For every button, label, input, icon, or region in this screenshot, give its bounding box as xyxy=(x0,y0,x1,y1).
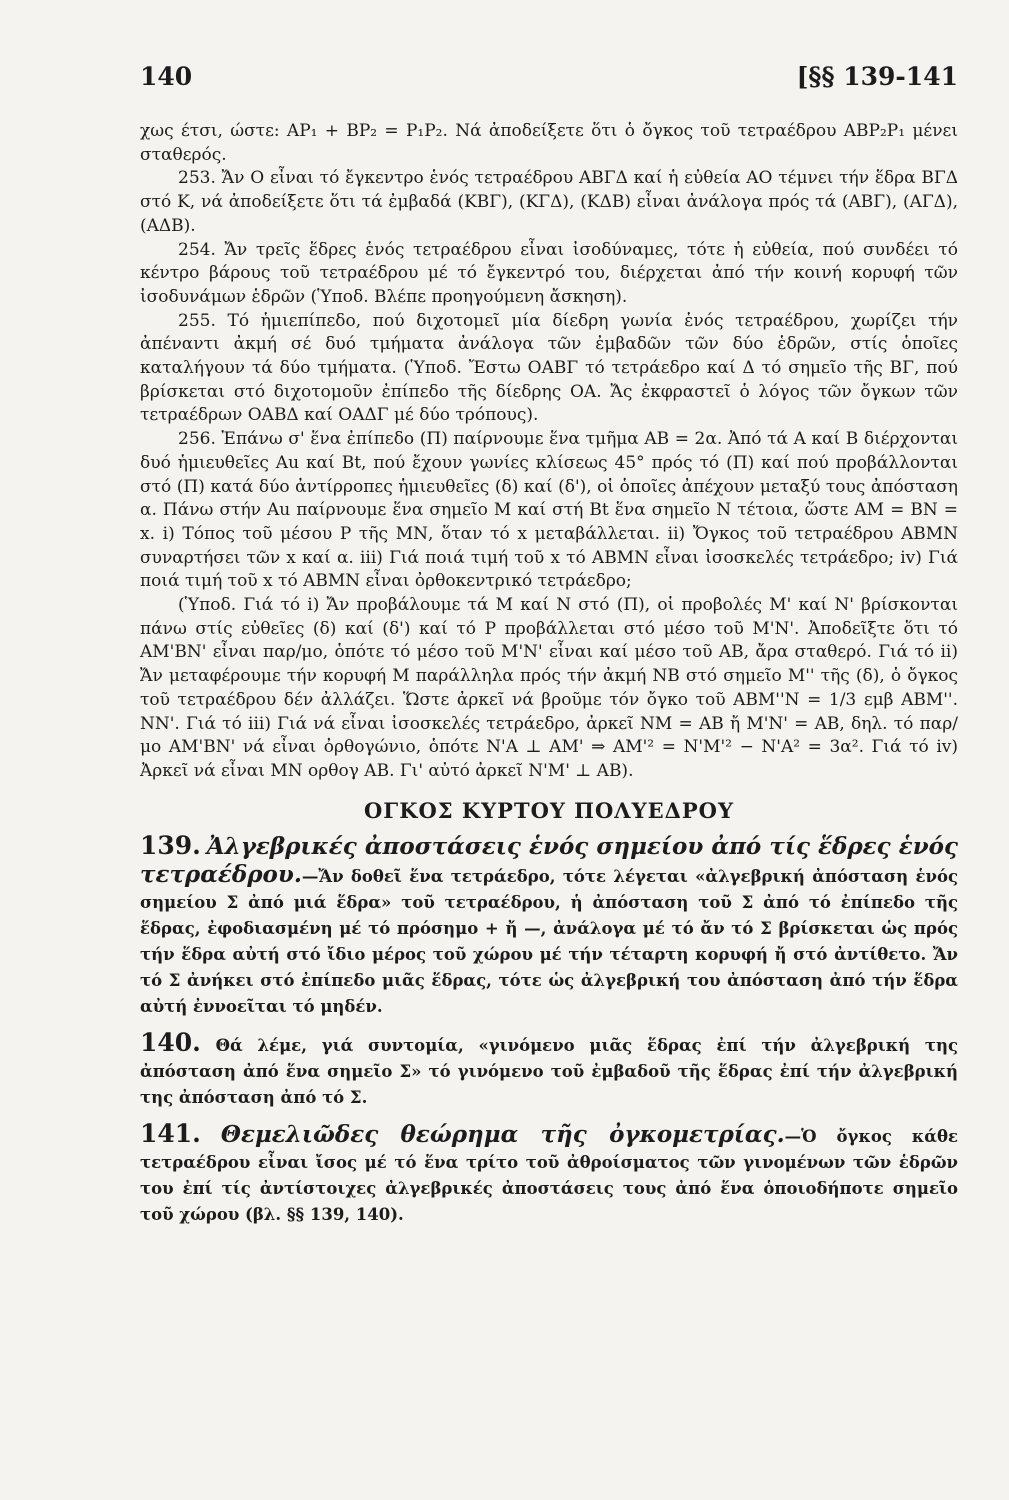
paragraph-title: Θεμελιῶδες θεώρημα τῆς ὀγκομετρίας. xyxy=(220,1120,785,1148)
exercise-255: 255. Τό ἡμιεπίπεδο, πού διχοτομεῖ μία δίεδρη γωνία ἑνός τετραέδρου, χωρίζει τήν ἀπέναντι ἀκμή σέ δυό τμήματα ἀνάλογα τῶν ἐμβαδῶν τῶν δύο ἑδρῶν, στίς ὁποῖες καταλήγουν τά δύο τμήματα. (Ὑποδ. Ἔστω ΟΑΒΓ τό τετράεδρο καί Δ τό σημεῖο τῆς ΒΓ, πού βρίσκεται στό διχοτομοῦν ἐπίπεδο τῆς δίεδρης ΟΑ. Ἄς ἐκφραστεῖ ὁ λόγος τῶν ὄγκων τῶν τετραέδρων ΟΑΒΔ καί ΟΑΔΓ μέ δύο τρόπους). xyxy=(140,310,958,426)
page-number: 140 xyxy=(140,62,193,91)
paragraph-number: 140. xyxy=(140,1027,201,1057)
paragraph-139 xyxy=(140,830,959,1020)
exercise-254: 254. Ἄν τρεῖς ἕδρες ἑνός τετραέδρου εἶναι ἰσοδύναμες, τότε ἡ εὐθεία, πού συνδέει τό κέντρο βάρους τοῦ τετραέδρου μέ τό ἔγκεντρό του, διέρχεται ἀπό τήν κοινή κορυφή τῶν ἰσοδυνάμων ἑδρῶν (Ὑποδ. Βλέπε προηγούμενη ἄσκηση). xyxy=(140,239,958,307)
paragraph-number: 139. xyxy=(140,830,201,860)
paragraph-title: Ἀλγεβρικές ἀποστάσεις ἑνός σημείου ἀπό τίς ἕδρες ἑνός τετραέδρου. xyxy=(140,832,959,888)
page-body xyxy=(140,120,958,1228)
paragraph-141 xyxy=(140,1118,958,1228)
section-reference: [§§ 139-141 xyxy=(796,62,958,91)
paragraph-text: —Ὁ ὄγκος κάθε τετραέδρου εἶναι ἴσος μέ τό ἕνα τρίτο τοῦ ἀθροίσματος τῶν γινομένων τῶν ἑδρῶν του ἐπί τίς ἀντίστοιχες ἀλγεβρικές ἀποστάσεις τους ἀπό ἕνα ὁποιοδήποτε σημεῖο τοῦ χώρου (βλ. §§ 139, 140). xyxy=(140,1126,958,1224)
paragraph-140 xyxy=(140,1027,958,1111)
paragraph-text: —Ἄν δοθεῖ ἕνα τετράεδρο, τότε λέγεται «ἀλγεβρική ἀπόσταση ἑνός σημείου Σ ἀπό μιά ἕδρα» τοῦ τετραέδρου, ἡ ἀπόσταση τοῦ Σ ἀπό τό ἐπίπεδο τῆς ἕδρας, ἐφοδιασμένη μέ τό πρόσημο + ἤ —, ἀνάλογα μέ τό ἄν τό Σ βρίσκεται ὡς πρός τήν ἕδρα αὐτή στό ἴδιο μέρος τοῦ χώρου μέ τήν τέταρτη κορυφή ἤ στό ἀντίθετο. Ἄν τό Σ ἀνήκει στό ἐπίπεδο μιᾶς ἕδρας, τότε ὡς ἀλγεβρική του ἀπόσταση ἀπό τήν ἕδρα αὐτή ἐννοεῖται τό μηδέν. xyxy=(140,866,958,1016)
paragraph-text: Θά λέμε, γιά συντομία, «γινόμενο μιᾶς ἕδρας ἐπί τήν ἀλγεβρική της ἀπόσταση ἀπό ἕνα σημεῖο Σ» τό γινόμενο τοῦ ἐμβαδοῦ τῆς ἕδρας ἐπί τήν ἀλγεβρική της ἀπόσταση ἀπό τό Σ. xyxy=(140,1035,958,1107)
section-heading: ΟΓΚΟΣ ΚΥΡΤΟΥ ΠΟΛΥΕΔΡΟΥ xyxy=(364,797,734,823)
exercise-256: 256. Ἐπάνω σ' ἕνα ἐπίπεδο (Π) παίρνουμε ἕνα τμῆμα ΑΒ = 2α. Ἀπό τά Α καί Β διέρχονται δυό ἡμιευθεῖες Au καί Bt, πού ἔχουν γωνίες κλίσεως 45° πρός τό (Π) καί πού προβάλλονται στό (Π) κατά δύο ἀντίρροπες ἡμιευθεῖες (δ) καί (δ'), οἱ ὁποῖες ἀπέχουν μεταξύ τους ἀπόσταση α. Πάνω στήν Au παίρνουμε ἕνα σημεῖο Μ καί στή Bt ἕνα σημεῖο Ν τέτοια, ὥστε ΑΜ = ΒΝ = x. i) Τόπος τοῦ μέσου Ρ τῆς ΜΝ, ὅταν τό x μεταβάλλεται. ii) Ὄγκος τοῦ τετραέδρου ΑΒΜΝ συναρτήσει τῶν x καί α. iii) Γιά ποιά τιμή τοῦ x τό ΑΒΜΝ εἶναι ἰσοσκελές τετράεδρο; iv) Γιά ποιά τιμή τοῦ x τό ΑΒΜΝ εἶναι ὀρθοκεντρικό τετράεδρο; xyxy=(140,429,958,592)
page-header xyxy=(140,62,958,102)
exercise-continuation: χως έτσι, ώστε: AP₁ + BP₂ = P₁P₂. Νά ἀποδείξετε ὅτι ὁ ὄγκος τοῦ τετραέδρου ABP₂P₁ μένει σταθερός. xyxy=(140,121,958,165)
exercise-256-hint: (Ὑποδ. Γιά τό i) Ἄν προβάλουμε τά Μ καί Ν στό (Π), οἱ προβολές Μ' καί Ν' βρίσκονται πάνω στίς εὐθεῖες (δ) καί (δ') καί τό Ρ προβάλλεται στό μέσο τοῦ Μ'Ν'. Ἀποδεῖξτε ὅτι τό ΑΜ'ΒΝ' εἶναι παρ/μο, ὁπότε τό μέσο τοῦ Μ'Ν' εἶναι καί μέσο τοῦ ΑΒ, ἄρα σταθερό. Γιά τό ii) Ἄν μεταφέρουμε τήν κορυφή Μ παράλληλα πρός τήν ἀκμή ΝΒ στό σημεῖο Μ'' τῆς (δ), ὁ ὄγκος τοῦ τετραέδρου δέν ἀλλάζει. Ὥστε ἀρκεῖ νά βροῦμε τόν ὄγκο τοῦ ΑΒΜ''Ν = 1/3 εμβ ΑΒΜ''. ΝΝ'. Γιά τό iii) Γιά νά εἶναι ἰσοσκελές τετράεδρο, ἀρκεῖ ΝΜ = ΑΒ ἤ Μ'Ν' = ΑΒ, δηλ. τό παρ/μο ΑΜ'ΒΝ' νά εἶναι ὀρθογώνιο, ὁπότε Ν'Α ⊥ ΑΜ' ⇒ ΑΜ'² = Ν'Μ'² − Ν'Α² = 3α². Γιά τό iv) Ἀρκεῖ νά εἶναι ΜΝ ορθογ ΑΒ. Γι' αὐτό ἀρκεῖ Ν'Μ' ⊥ ΑΒ). xyxy=(140,595,958,781)
exercise-253: 253. Ἄν O εἶναι τό ἔγκεντρο ἑνός τετραέδρου ΑΒΓΔ καί ἡ εὐθεία AO τέμνει τήν ἕδρα ΒΓΔ στό K, νά ἀποδείξετε ὅτι τά ἐμβαδά (ΚΒΓ), (ΚΓΔ), (ΚΔΒ) εἶναι ἀνάλογα πρός τά (ΑΒΓ), (ΑΓΔ), (ΑΔΒ). xyxy=(140,168,958,236)
paragraph-number: 141. xyxy=(140,1118,201,1148)
